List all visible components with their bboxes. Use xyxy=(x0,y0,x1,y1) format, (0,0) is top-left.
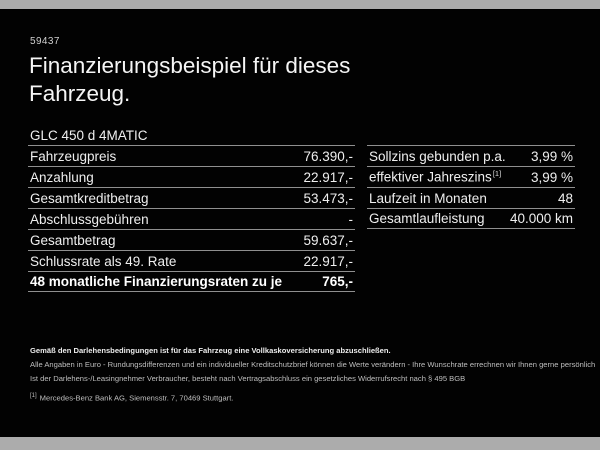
row-label: Sollzins gebunden p.a. xyxy=(369,148,506,164)
table-row-anzahlung xyxy=(28,166,355,187)
table-row-monatsrate xyxy=(28,271,355,292)
table-row-schlussrate xyxy=(28,250,355,271)
table-row-laufzeit xyxy=(367,187,575,208)
row-label: Gesamtbetrag xyxy=(30,232,116,248)
row-label: Anzahlung xyxy=(30,169,94,185)
disclaimer-block xyxy=(30,345,596,407)
row-value: 3,99 % xyxy=(530,169,573,185)
table-row-gesamtkreditbetrag xyxy=(28,187,355,208)
footnote-ref-marker: [1] xyxy=(492,169,502,179)
row-label: Fahrzeugpreis xyxy=(30,148,117,164)
row-value: 53.473,- xyxy=(303,190,353,206)
row-value: - xyxy=(348,211,353,227)
disclaimer-insurance-note: Gemäß den Darlehensbedingungen ist für das Fahrzeug eine Vollkaskoversicherung abzuschließen. xyxy=(30,346,391,355)
row-value: 765,- xyxy=(322,274,353,289)
financing-table-right xyxy=(367,145,575,229)
letterbox-bottom-bar xyxy=(0,437,600,450)
table-row-abschlussgebuehren xyxy=(28,208,355,229)
table-row-gesamtlaufleistung xyxy=(367,208,575,229)
table-row-gesamtbetrag xyxy=(28,229,355,250)
row-label: Gesamtlaufleistung xyxy=(369,211,485,226)
table-row-effektiver-jahreszins xyxy=(367,166,575,187)
financing-table-left xyxy=(28,145,355,292)
row-value: 59.637,- xyxy=(303,232,353,248)
listing-number: 59437 xyxy=(30,36,60,47)
row-label: 48 monatliche Finanzierungsraten zu je xyxy=(30,274,283,289)
row-value: 76.390,- xyxy=(303,148,353,164)
row-label-text: effektiver Jahreszins xyxy=(369,169,492,185)
footnote-marker: [1] xyxy=(30,393,37,399)
footnote-text: Mercedes-Benz Bank AG, Siemensstr. 7, 70469 Stuttgart. xyxy=(39,393,234,403)
row-value: 22.917,- xyxy=(303,169,353,185)
row-label: Gesamtkreditbetrag xyxy=(30,190,149,206)
row-value: 22.917,- xyxy=(303,253,353,269)
table-row-fahrzeugpreis xyxy=(28,145,355,166)
disclaimer-line-2: Alle Angaben in Euro - Rundungsdifferenzen und ein individueller Kreditschutzbrief können die Werte verändern - Ihre Wunschrate errechnen wir Ihnen gerne persönlich xyxy=(30,360,596,369)
vehicle-model: GLC 450 d 4MATIC xyxy=(30,128,148,143)
row-label: Abschlussgebühren xyxy=(30,211,149,227)
row-label xyxy=(367,169,501,185)
table-row-sollzins xyxy=(367,145,575,166)
row-label: Schlussrate als 49. Rate xyxy=(30,253,177,269)
row-value: 3,99 % xyxy=(530,148,573,164)
disclaimer-line-3: Ist der Darlehens-/Leasingnehmer Verbraucher, besteht nach Vertragsabschluss ein gesetzliches Widerrufsrecht nach § 495 BGB xyxy=(30,374,466,383)
letterbox-top-bar xyxy=(0,0,600,9)
footnote-bank-address xyxy=(30,391,586,404)
row-label: Laufzeit in Monaten xyxy=(369,190,487,206)
page-title: Finanzierungsbeispiel für dieses Fahrzeug. xyxy=(29,53,351,106)
row-value: 40.000 km xyxy=(509,211,573,226)
row-value: 48 xyxy=(557,190,573,206)
